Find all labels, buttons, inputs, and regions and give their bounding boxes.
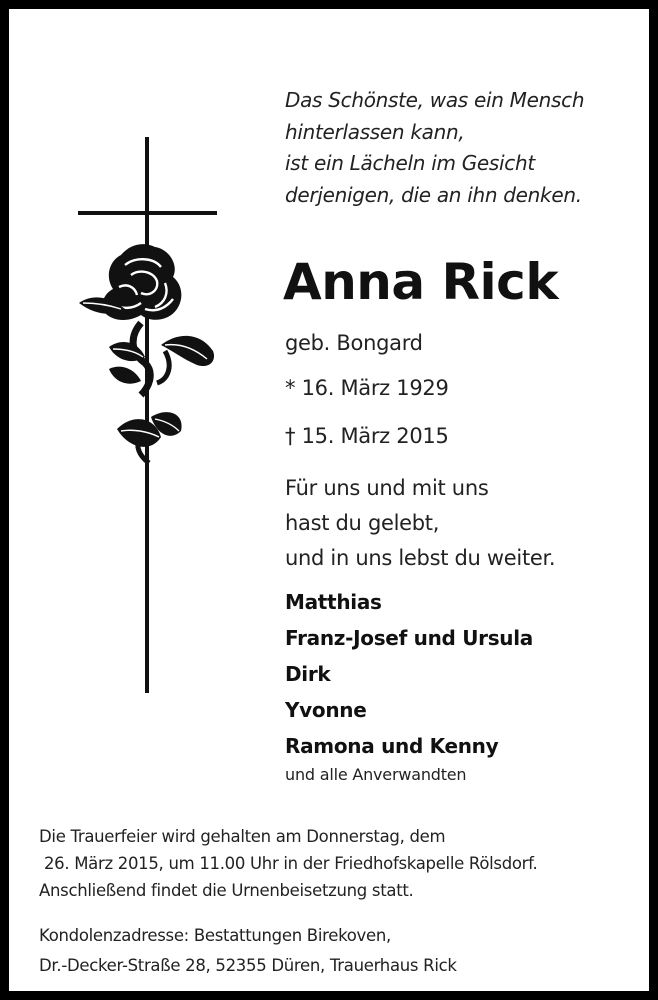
condolence-line: Kondolenzadresse: Bestattungen Birekoven, bbox=[39, 926, 391, 945]
condolence-line: Dr.-Decker-Straße 28, 52355 Düren, Trauerhaus Rick bbox=[39, 956, 457, 975]
memorial-quote bbox=[285, 85, 645, 211]
birth-name: geb. Bongard bbox=[285, 331, 423, 355]
service-line: 26. März 2015, um 11.00 Uhr in der Friedhofskapelle Rölsdorf. bbox=[39, 854, 538, 873]
quote-line: derjenigen, die an ihn denken. bbox=[285, 182, 582, 207]
mourner-name: Dirk bbox=[285, 662, 331, 686]
death-date: † 15. März 2015 bbox=[285, 424, 449, 448]
mourners-list bbox=[285, 584, 533, 764]
verse-line: hast du gelebt, bbox=[285, 511, 440, 535]
cross-with-rose-icon bbox=[69, 137, 229, 697]
service-line: Anschließend findet die Urnenbeisetzung statt. bbox=[39, 881, 414, 900]
deceased-name: Anna Rick bbox=[283, 253, 559, 311]
mourner-name: Franz-Josef und Ursula bbox=[285, 626, 533, 650]
quote-line: Das Schönste, was ein Mensch bbox=[285, 88, 585, 112]
verse-line: und in uns lebst du weiter. bbox=[285, 546, 556, 570]
birth-date: * 16. März 1929 bbox=[285, 376, 449, 400]
verse bbox=[285, 471, 555, 576]
mourner-name: Matthias bbox=[285, 590, 382, 614]
condolence-address bbox=[39, 921, 649, 981]
quote-line: hinterlassen kann, bbox=[285, 119, 465, 144]
quote-line: ist ein Lächeln im Gesicht bbox=[285, 151, 535, 175]
mourner-name: Ramona und Kenny bbox=[285, 734, 499, 758]
mourner-name: Yvonne bbox=[285, 698, 367, 722]
verse-line: Für uns und mit uns bbox=[285, 476, 489, 500]
funeral-service-info bbox=[39, 823, 649, 904]
relatives-note: und alle Anverwandten bbox=[285, 765, 467, 784]
service-line: Die Trauerfeier wird gehalten am Donnerstag, dem bbox=[39, 827, 446, 846]
